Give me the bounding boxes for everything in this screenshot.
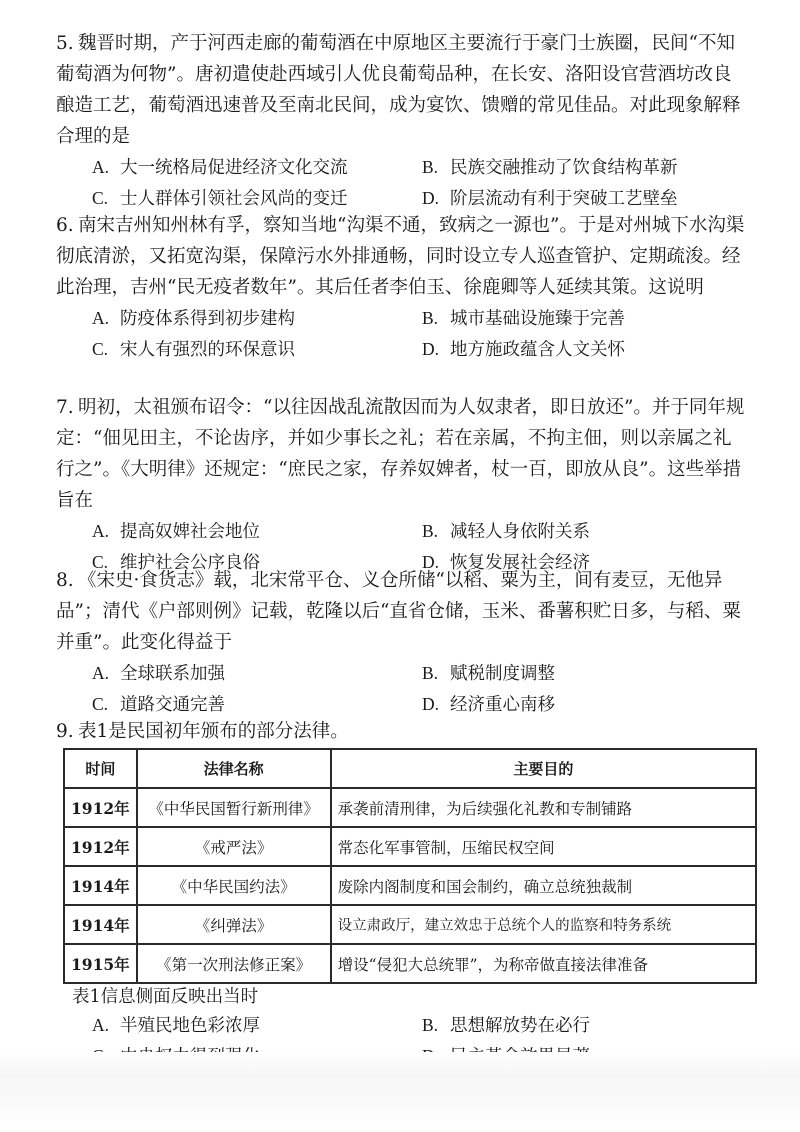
options	[92, 303, 746, 365]
table-header-row	[64, 749, 756, 788]
option-text: 防疫体系得到初步建构	[120, 309, 295, 329]
option-letter: C.	[92, 339, 109, 359]
cell-law-name: 《戒严法》	[137, 827, 331, 866]
question-text: 表1是民国初年颁布的部分法律。	[78, 721, 349, 742]
option-a[interactable]	[92, 303, 422, 334]
option-text: 维护社会公序良俗	[120, 553, 260, 573]
header-law-name: 法律名称	[137, 749, 331, 788]
options	[92, 152, 746, 214]
option-letter: D.	[422, 694, 440, 714]
option-letter: B.	[422, 157, 439, 177]
option-b[interactable]	[422, 516, 752, 547]
option-text: 全球联系加强	[120, 664, 225, 684]
option-text: 赋税制度调整	[450, 664, 555, 684]
option-text: 减轻人身依附关系	[450, 522, 590, 542]
question-7	[56, 392, 746, 578]
option-text: 经济重心南移	[450, 695, 555, 715]
cell-purpose: 废除内阁制度和国会制约，确立总统独裁制	[331, 866, 756, 905]
cell-year: 1912年	[64, 788, 137, 827]
option-text: 士人群体引领社会风尚的变迁	[120, 189, 348, 209]
cell-year: 1912年	[64, 827, 137, 866]
option-letter: D.	[422, 552, 440, 572]
question-number: 9.	[56, 721, 74, 742]
cell-purpose: 设立肃政厅，建立效忠于总统个人的监察和特务系统	[331, 905, 756, 944]
cell-purpose: 增设“侵犯大总统罪”，为称帝做直接法律准备	[331, 944, 756, 983]
option-text: 道路交通完善	[120, 695, 225, 715]
question-stem	[56, 565, 746, 658]
option-a[interactable]	[92, 658, 422, 689]
option-text: 恢复发展社会经济	[450, 553, 590, 573]
option-b[interactable]	[422, 1010, 752, 1041]
option-b[interactable]	[422, 152, 752, 183]
option-text: 城市基础设施臻于完善	[450, 309, 625, 329]
option-letter: A.	[92, 1015, 110, 1035]
law-table	[63, 748, 757, 984]
question-8	[56, 565, 746, 720]
option-letter: B.	[422, 308, 439, 328]
header-time: 时间	[64, 749, 137, 788]
cell-year: 1915年	[64, 944, 137, 983]
question-number: 6.	[56, 215, 74, 236]
page-bottom-margin	[0, 1052, 800, 1132]
cell-law-name: 《中华民国暂行新刑律》	[137, 788, 331, 827]
question-stem	[56, 392, 746, 516]
options	[92, 658, 746, 720]
question-stem	[56, 716, 746, 747]
question-number: 8.	[56, 570, 74, 591]
question-text: 魏晋时期，产于河西走廊的葡萄酒在中原地区主要流行于豪门士族圈，民间“不知葡萄酒为何物”。唐初遣使赴西域引人优良葡萄品种，在长安、洛阳设官营酒坊改良酿造工艺，葡萄酒迅速普及至南北民间，成为宴饮、馈赠的常见佳品。对此现象解释合理的是	[56, 33, 741, 147]
question-number: 7.	[56, 397, 74, 418]
option-text: 半殖民地色彩浓厚	[120, 1016, 260, 1036]
option-text: 大一统格局促进经济文化交流	[120, 158, 348, 178]
question-6	[56, 210, 746, 365]
cell-purpose: 常态化军事管制，压缩民权空间	[331, 827, 756, 866]
option-text: 提高奴婢社会地位	[120, 522, 260, 542]
option-b[interactable]	[422, 303, 752, 334]
cell-law-name: 《纠弹法》	[137, 905, 331, 944]
cell-law-name: 《第一次刑法修正案》	[137, 944, 331, 983]
option-letter: A.	[92, 663, 110, 683]
question-text: 《宋史·食货志》载，北宋常平仓、义仓所储“以稻、粟为主，间有麦豆，无他异品”；清代《户部则例》记载，乾隆以后“直省仓储，玉米、番薯积贮日多，与稻、粟并重”。此变化得益于	[56, 570, 741, 653]
option-letter: B.	[422, 521, 439, 541]
cell-year: 1914年	[64, 905, 137, 944]
question-5	[56, 28, 746, 214]
header-purpose: 主要目的	[331, 749, 756, 788]
table-row	[64, 866, 756, 905]
option-letter: D.	[422, 339, 440, 359]
option-a[interactable]	[92, 1010, 422, 1041]
option-b[interactable]	[422, 658, 752, 689]
table-row	[64, 788, 756, 827]
cell-law-name: 《中华民国约法》	[137, 866, 331, 905]
option-a[interactable]	[92, 152, 422, 183]
option-letter: A.	[92, 521, 110, 541]
option-a[interactable]	[92, 516, 422, 547]
option-text: 阶层流动有利于突破工艺壁垒	[450, 189, 678, 209]
table-row	[64, 944, 756, 983]
option-letter: A.	[92, 308, 110, 328]
option-text: 地方施政蕴含人文关怀	[450, 340, 625, 360]
cell-purpose: 承袭前清刑律，为后续强化礼教和专制铺路	[331, 788, 756, 827]
question-stem	[56, 28, 746, 152]
option-d[interactable]	[422, 334, 752, 365]
option-text: 思想解放势在必行	[450, 1016, 590, 1036]
question-text: 明初，太祖颁布诏令：“以往因战乱流散因而为人奴隶者，即日放还”。并于同年规定：“佃见田主，不论齿序，并如少事长之礼；若在亲属，不拘主佃，则以亲属之礼行之”。《大明律》还规定：“庶民之家，存养奴婢者，杖一百，即放从良”。这些举措旨在	[56, 397, 745, 511]
question-9	[56, 716, 746, 747]
option-letter: C.	[92, 188, 109, 208]
option-letter: C.	[92, 552, 109, 572]
question-number: 5.	[56, 33, 74, 54]
question-stem	[56, 210, 746, 303]
option-text: 民族交融推动了饮食结构革新	[450, 158, 678, 178]
option-letter: B.	[422, 663, 439, 683]
option-letter: A.	[92, 157, 110, 177]
option-letter: D.	[422, 188, 440, 208]
option-c[interactable]	[92, 334, 422, 365]
cell-year: 1914年	[64, 866, 137, 905]
table-row	[64, 827, 756, 866]
table-row	[64, 905, 756, 944]
option-letter: C.	[92, 694, 109, 714]
question-9-prompt: 表1信息侧面反映出当时	[72, 987, 259, 1007]
option-text: 宋人有强烈的环保意识	[120, 340, 295, 360]
option-letter: B.	[422, 1015, 439, 1035]
question-text: 南宋吉州知州林有孚，察知当地“沟渠不通，致病之一源也”。于是对州城下水沟渠彻底清淤，又拓宽沟渠，保障污水外排通畅，同时设立专人巡查管护、定期疏浚。经此治理，吉州“民无疫者数年”。其后任者李伯玉、徐鹿卿等人延续其策。这说明	[56, 215, 745, 298]
